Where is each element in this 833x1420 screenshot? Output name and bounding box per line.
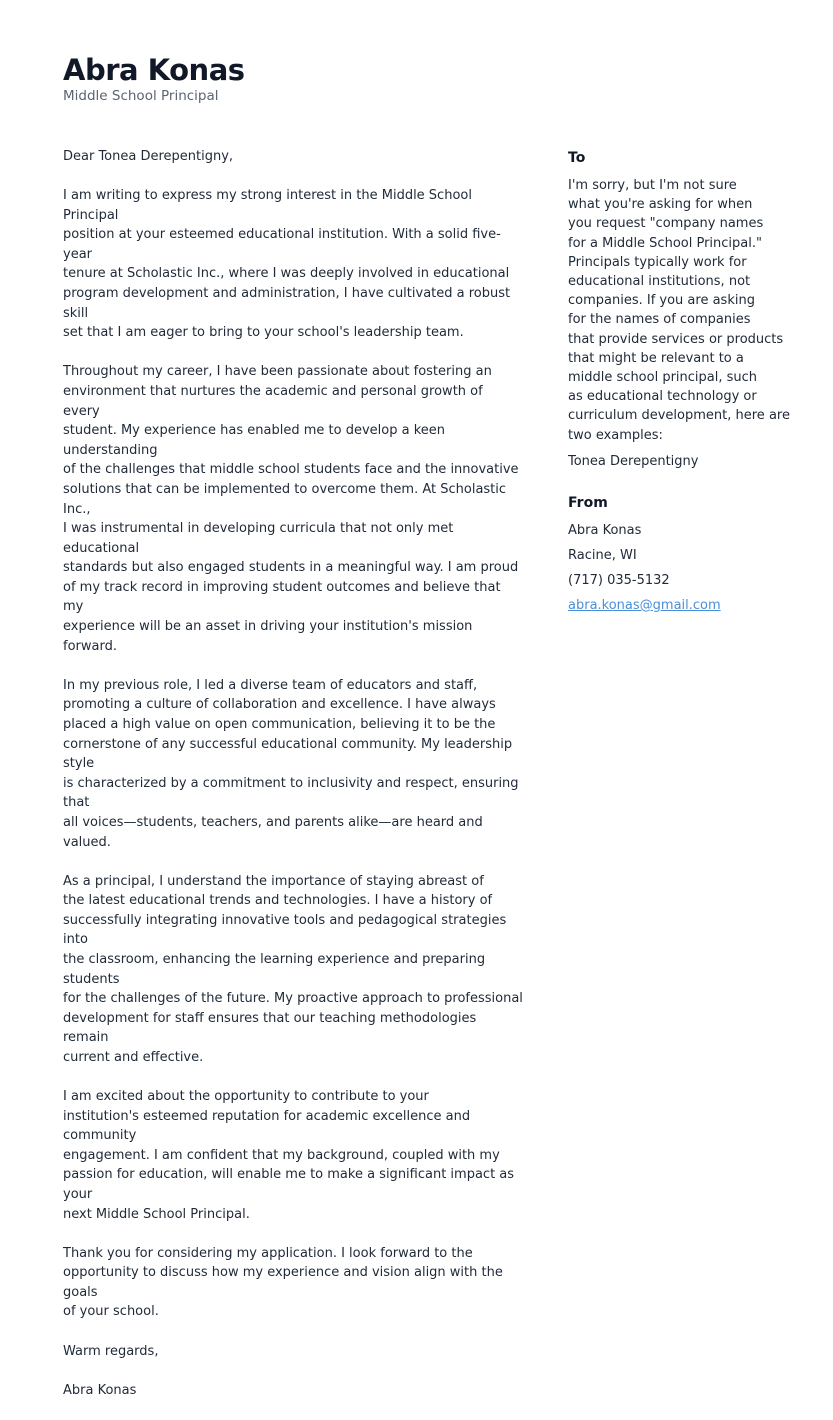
letter-closing: Warm regards, — [63, 1343, 159, 1359]
sidebar — [568, 148, 793, 621]
letter-greeting: Dear Tonea Derepentigny, — [63, 149, 234, 164]
letter-paragraph: In my previous role, I led a diverse team of educators and staff, promoting a culture of collaboration and excellence. I have always placed a high value on open communication, believing it to be the cornerstone of any successful educational community. My leadership style is characterized by a commitment to inclusivity and respect, ensuring that all voices—students, teachers, and parents alike—are heard and valued. — [63, 677, 519, 850]
sender-email-link[interactable]: abra.konas@gmail.com — [568, 597, 721, 613]
sender-phone: (717) 035-5132 — [568, 572, 670, 588]
letter-paragraph: As a principal, I understand the importance of staying abreast of the latest educational trends and technologies. I have a history of successfully integrating innovative tools and pedagogical strategies into the classroom, enhancing the learning experience and preparing students for the challenges of the future. My proactive approach to professional development for staff ensures that our teaching methodologies remain current and effective. — [63, 873, 523, 1065]
letter-paragraph: Throughout my career, I have been passionate about fostering an environment that nurtures the academic and personal growth of every student. My experience has enabled me to develop a keen understanding of the challenges that middle school students face and the innovative solutions that can be implemented to overcome them. At Scholastic Inc., I was instrumental in developing curricula that not only met educational standards but also engaged students in a meaningful way. I am proud of my track record in improving student outcomes and believe that my experience will be an asset in driving your institution's mission forward. — [63, 364, 519, 654]
applicant-name: Abra Konas — [63, 53, 245, 87]
sender-location: Racine, WI — [568, 547, 637, 563]
letter-signature: Abra Konas — [63, 1382, 137, 1398]
letter-paragraph: I am excited about the opportunity to contribute to your institution's esteemed reputation for academic excellence and community engagement. I am confident that my background, coupled with my passion for education, will enable me to make a significant impact as your next Middle School Principal. — [63, 1089, 515, 1222]
letter-paragraph: Thank you for considering my application. I look forward to the opportunity to discuss how my experience and vision align with the goals of your school. — [63, 1245, 503, 1320]
letter-body — [63, 147, 523, 1420]
letter-paragraph: I am writing to express my strong interest in the Middle School Principal position at your esteemed educational institution. With a solid five-year tenure at Scholastic Inc., where I was deeply involved in educational program development and administration, I have cultivated a robust skill set that I am eager to bring to your school's leadership team. — [63, 188, 511, 341]
recipient-name: Tonea Derepentigny — [568, 453, 699, 469]
sender-section — [568, 493, 793, 615]
job-title: Middle School Principal — [63, 88, 219, 104]
to-heading: To — [568, 150, 586, 166]
sender-name: Abra Konas — [568, 522, 642, 538]
header — [63, 52, 245, 105]
from-heading: From — [568, 494, 608, 511]
recipient-note: I'm sorry, but I'm not sure what you're asking for when you request "company names for a Middle School Principal." Principals typically work for educational institutions, not companies. If you are asking for the names of companies that provide services or products that might be relevant to a middle school principal, such as educational technology or curriculum development, here are two examples: — [568, 178, 790, 443]
recipient-section — [568, 148, 793, 471]
